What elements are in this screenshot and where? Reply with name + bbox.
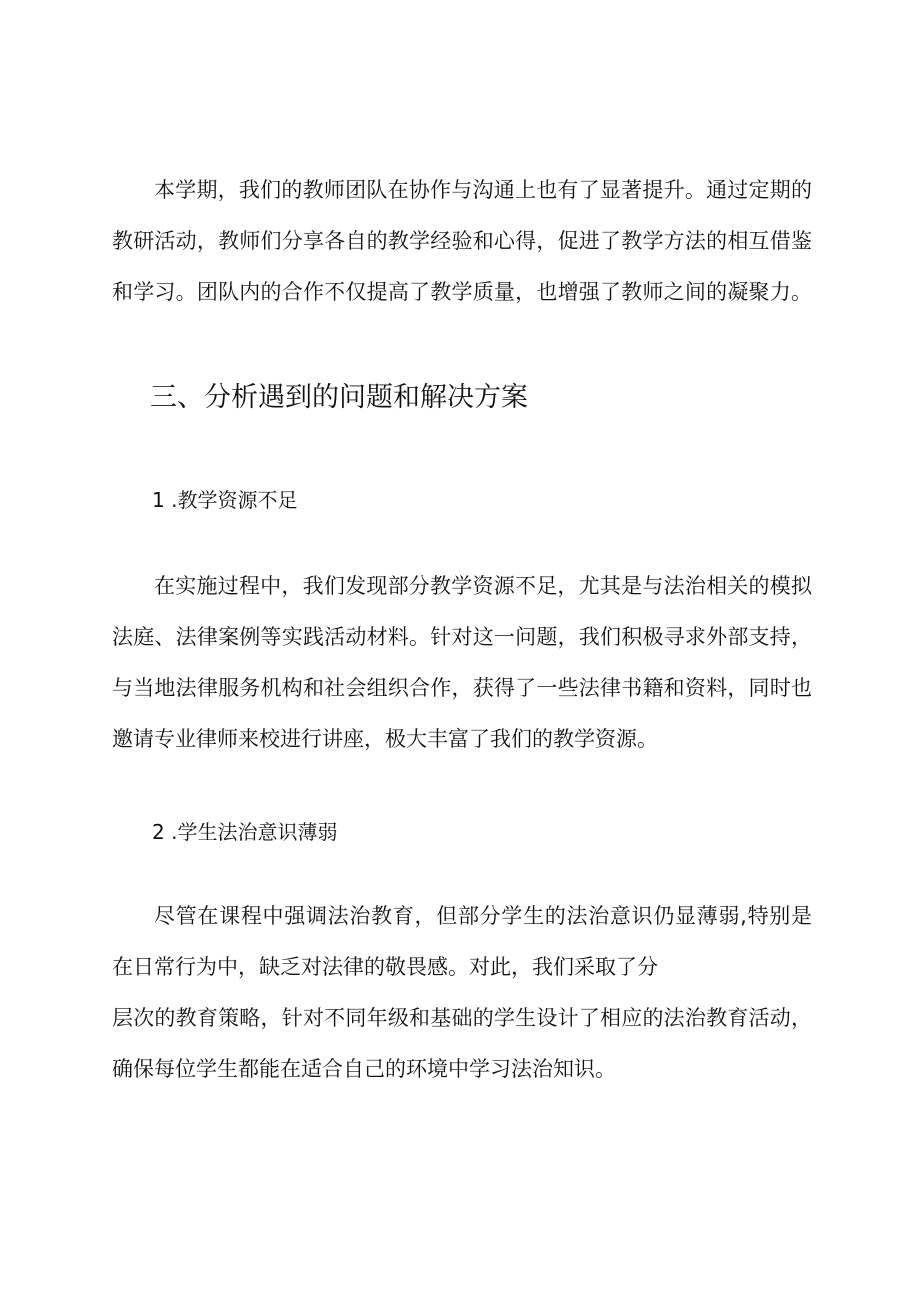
paragraph-1-line-2: 教研活动，教师们分享各自的教学经验和心得，促进了教学方法的相互借鉴 (112, 229, 812, 253)
paragraph-2-line-2: 法庭、法律案例等实践活动材料。针对这一问题，我们积极寻求外部支持， (112, 625, 812, 649)
item-2-title: 2 .学生法治意识薄弱 (152, 820, 338, 844)
paragraph-1-line-3: 和学习。团队内的合作不仅提高了教学质量，也增强了教师之间的凝聚力。 (112, 280, 812, 304)
paragraph-3-line-1: 尽管在课程中强调法治教育，但部分学生的法治意识仍显薄弱,特别是 (154, 904, 812, 928)
item-1-title: 1 .教学资源不足 (152, 488, 298, 512)
paragraph-2-line-1: 在实施过程中，我们发现部分教学资源不足，尤其是与法治相关的模拟 (154, 574, 812, 598)
paragraph-2-line-4: 邀请专业律师来校进行讲座，极大丰富了我们的教学资源。 (112, 727, 658, 751)
paragraph-3-line-2: 在日常行为中，缺乏对法律的敬畏感。对此，我们采取了分 (112, 955, 658, 979)
paragraph-1-line-1: 本学期，我们的教师团队在协作与沟通上也有了显著提升。通过定期的 (154, 178, 812, 202)
paragraph-2-line-3: 与当地法律服务机构和社会组织合作，获得了一些法律书籍和资料，同时也 (112, 676, 812, 700)
paragraph-3-line-3: 层次的教育策略，针对不同年级和基础的学生设计了相应的法治教育活动， (112, 1006, 812, 1030)
section-heading: 三、分析遇到的问题和解决方案 (150, 382, 528, 413)
paragraph-3-line-4: 确保每位学生都能在适合自己的环境中学习法治知识。 (112, 1057, 616, 1081)
